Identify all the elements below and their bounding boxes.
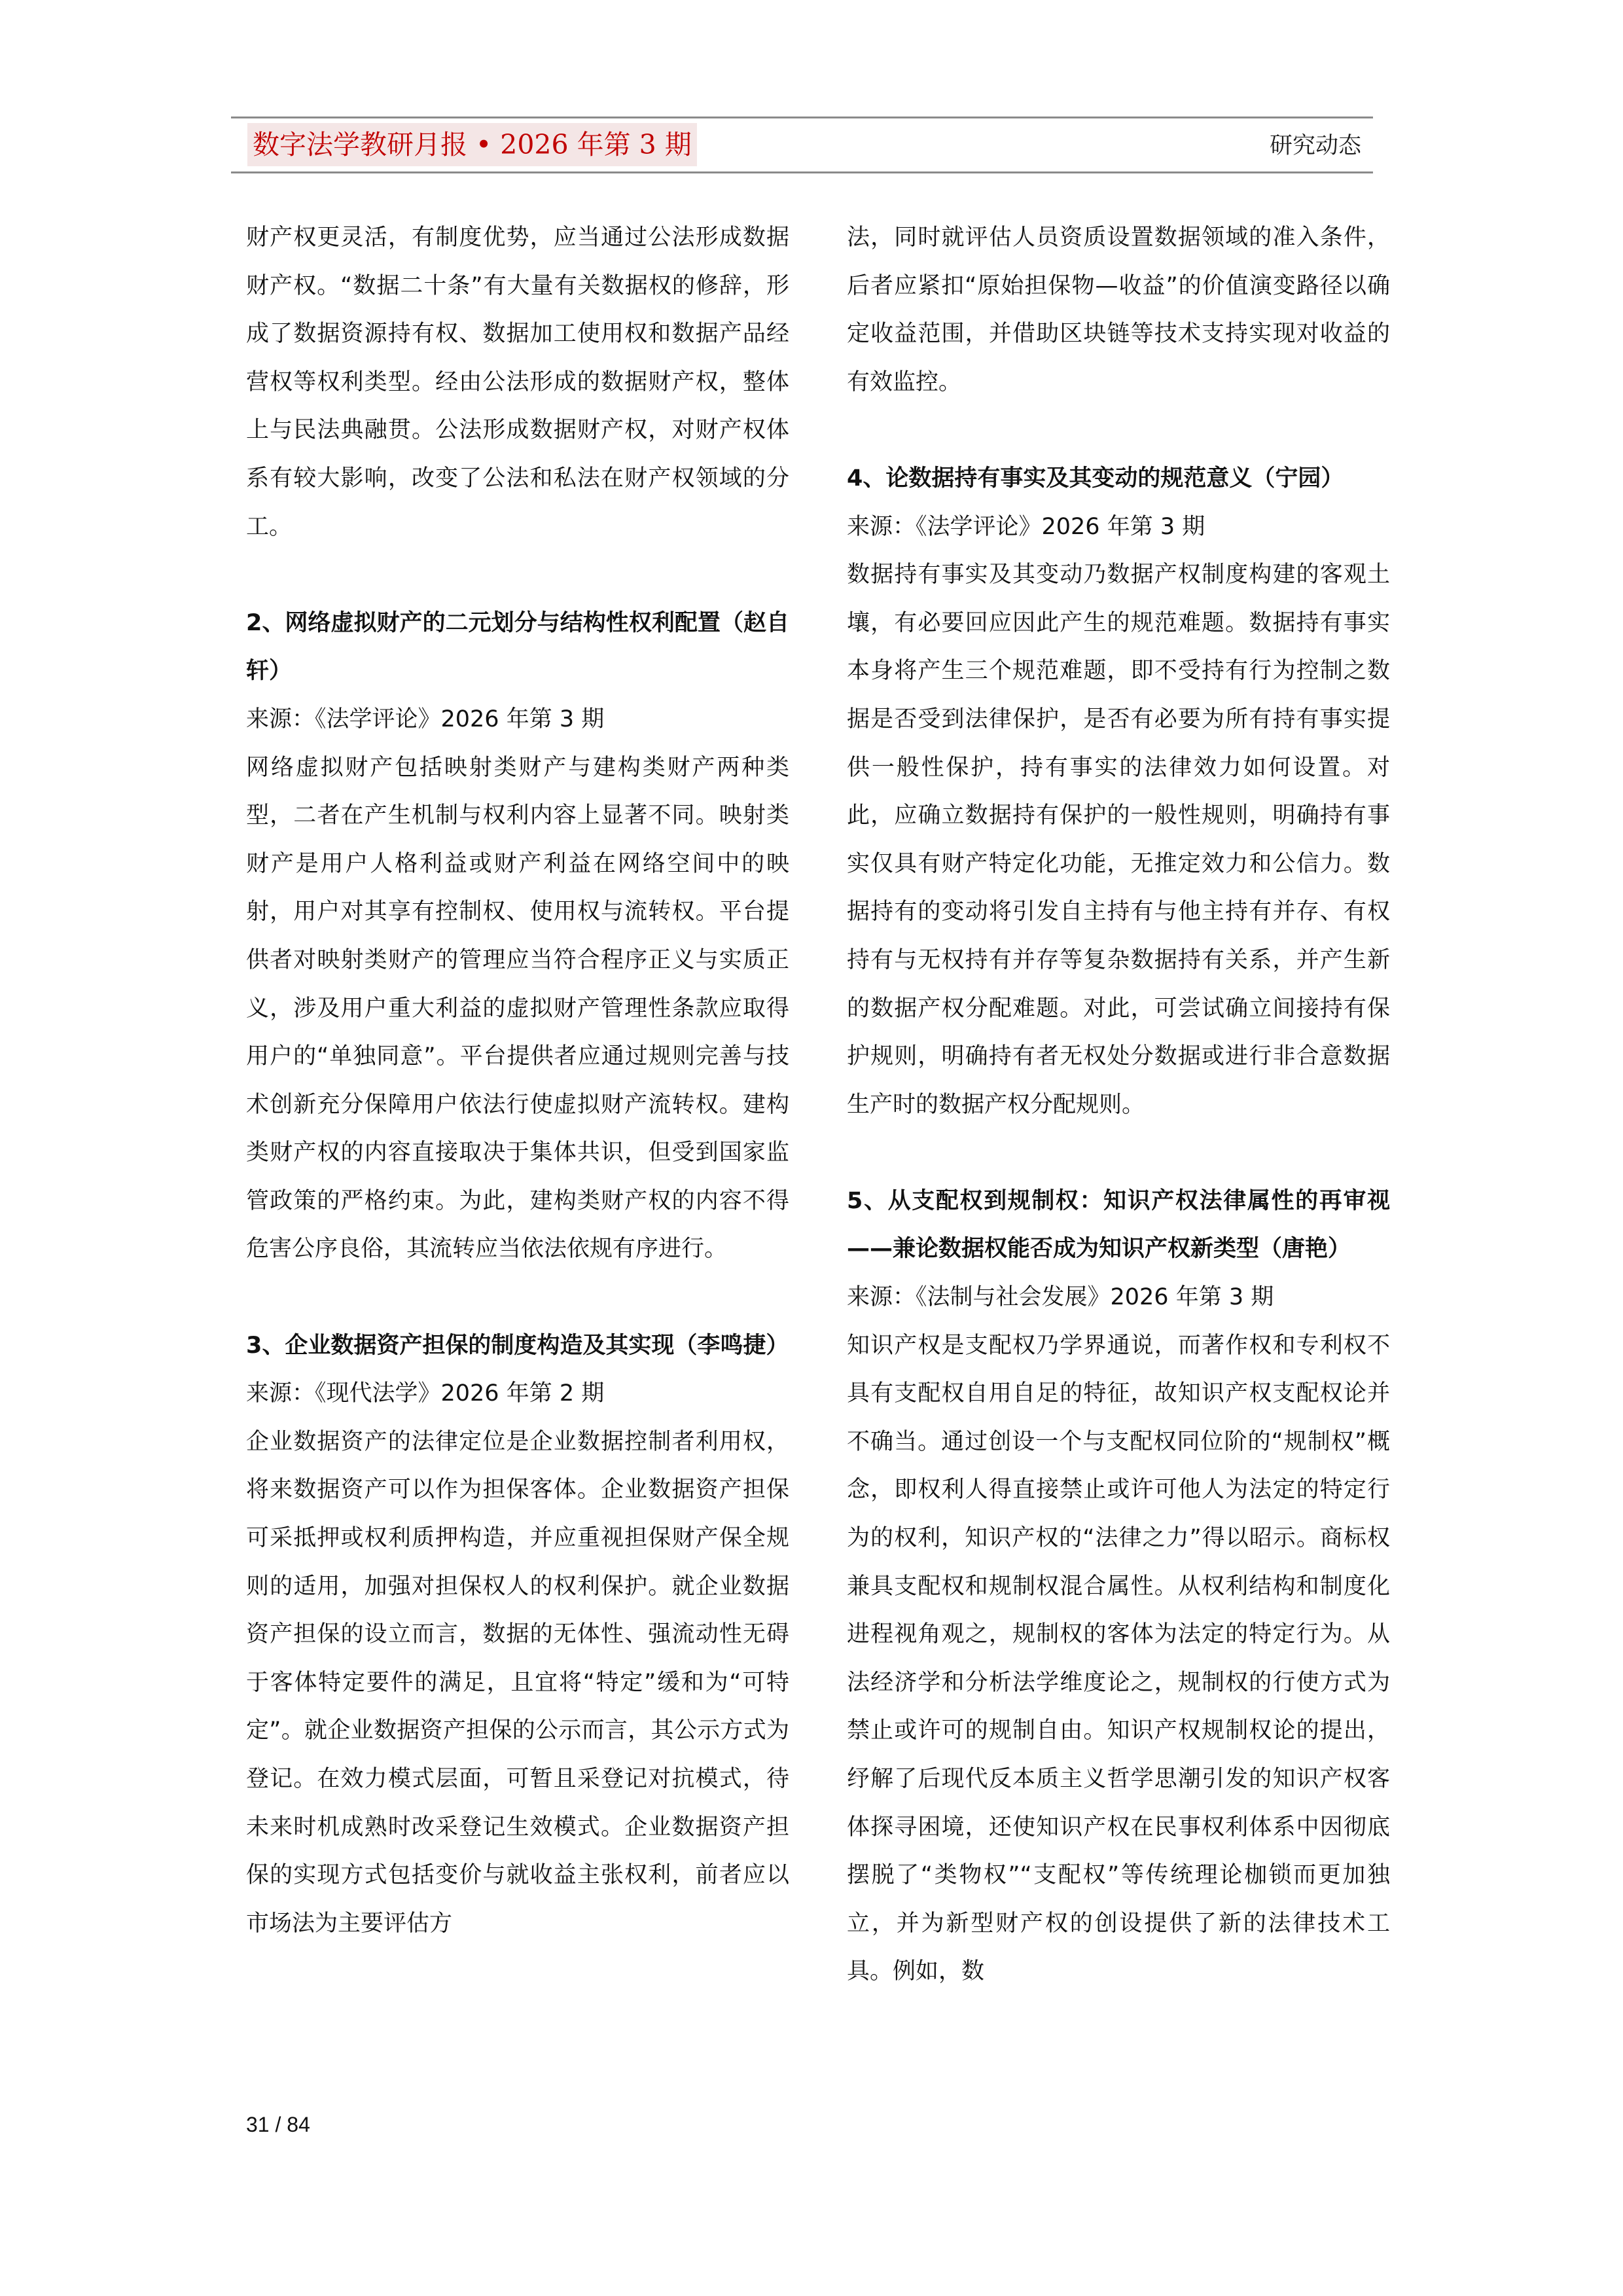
article-4-heading: 4、论数据持有事实及其变动的规范意义（宁园） (847, 465, 1344, 492)
article-2-heading: 2、网络虚拟财产的二元划分与结构性权利配置（赵自轩） (246, 609, 789, 685)
continued-paragraph: 法，同时就评估人员资质设置数据领域的准入条件，后者应紧扣“原始担保物—收益”的价值演变路径以确定收益范围，并借助区块链等技术支持实现对收益的有效监控。 (847, 224, 1390, 395)
section-label: 研究动态 (1269, 133, 1361, 159)
section-spacer (246, 1274, 789, 1322)
article-2-source: 来源：《法学评论》2026 年第 3 期 (246, 706, 605, 732)
journal-header-title: 数字法学教研月报 • 2026 年第 3 期 (247, 123, 697, 166)
section-spacer (847, 1129, 1390, 1177)
article-2-body: 网络虚拟财产包括映射类财产与建构类财产两种类型，二者在产生机制与权利内容上显著不同。映射类财产是用户人格利益或财产利益在网络空间中的映射，用户对其享有控制权、使用权与流转权。平台提供者对映射类财产的管理应当符合程序正义与实质正义，涉及用户重大利益的虚拟财产管理性条款应取得用户的“单独同意”。平台提供者应通过规则完善与技术创新充分保障用户依法行使虚拟财产流转权。建构类财产权的内容直接取决于集体共识，但受到国家监管政策的严格约束。为此，建构类财产权的内容不得危害公序良俗，其流转应当依法依规有序进行。 (246, 754, 789, 1263)
article-3-heading: 3、企业数据资产担保的制度构造及其实现（李鸣捷） (246, 1332, 789, 1359)
header-top-rule (231, 117, 1373, 118)
article-5-heading: 5、从支配权到规制权：知识产权法律属性的再审视——兼论数据权能否成为知识产权新类型（唐艳） (847, 1187, 1390, 1263)
article-4-source: 来源：《法学评论》2026 年第 3 期 (847, 513, 1205, 540)
header-bottom-rule (231, 171, 1373, 173)
article-3-body: 企业数据资产的法律定位是企业数据控制者利用权，将来数据资产可以作为担保客体。企业数据资产担保可采抵押或权利质押构造，并应重视担保财产保全规则的适用，加强对担保权人的权利保护。就企业数据资产担保的设立而言，数据的无体性、强流动性无碍于客体特定要件的满足，且宜将“特定”缓和为“可特定”。就企业数据资产担保的公示而言，其公示方式为登记。在效力模式层面，可暂且采登记对抗模式，待未来时机成熟时改采登记生效模式。企业数据资产担保的实现方式包括变价与就收益主张权利，前者应以市场法为主要评估方 (246, 1428, 789, 1937)
left-column (246, 214, 789, 1948)
section-spacer (847, 406, 1390, 455)
article-3-source: 来源：《现代法学》2026 年第 2 期 (246, 1380, 605, 1407)
article-4-body: 数据持有事实及其变动乃数据产权制度构建的客观土壤，有必要回应因此产生的规范难题。数据持有事实本身将产生三个规范难题，即不受持有行为控制之数据是否受到法律保护，是否有必要为所有持有事实提供一般性保护，持有事实的法律效力如何设置。对此，应确立数据持有保护的一般性规则，明确持有事实仅具有财产特定化功能，无推定效力和公信力。数据持有的变动将引发自主持有与他主持有并存、有权持有与无权持有并存等复杂数据持有关系，并产生新的数据产权分配难题。对此，可尝试确立间接持有保护规则，明确持有者无权处分数据或进行非合意数据生产时的数据产权分配规则。 (847, 562, 1390, 1118)
article-5-source: 来源：《法制与社会发展》2026 年第 3 期 (847, 1284, 1274, 1311)
continued-paragraph: 财产权更灵活，有制度优势，应当通过公法形成数据财产权。“数据二十条”有大量有关数据权的修辞，形成了数据资源持有权、数据加工使用权和数据产品经营权等权利类型。经由公法形成的数据财产权，整体上与民法典融贯。公法形成数据财产权，对财产权体系有较大影响，改变了公法和私法在财产权领域的分工。 (246, 224, 789, 540)
right-column (847, 214, 1390, 1996)
article-5-body: 知识产权是支配权乃学界通说，而著作权和专利权不具有支配权自用自足的特征，故知识产权支配权论并不确当。通过创设一个与支配权同位阶的“规制权”概念，即权利人得直接禁止或许可他人为法定的特定行为的权利，知识产权的“法律之力”得以昭示。商标权兼具支配权和规制权混合属性。从权利结构和制度化进程视角观之，规制权的客体为法定的特定行为。从法经济学和分析法学维度论之，规制权的行使方式为禁止或许可的规制自由。知识产权规制权论的提出，纾解了后现代反本质主义哲学思潮引发的知识产权客体探寻困境，还使知识产权在民事权利体系中因彻底摆脱了“类物权”“支配权”等传统理论枷锁而更加独立，并为新型财产权的创设提供了新的法律技术工具。例如，数 (847, 1332, 1390, 1985)
section-spacer (246, 551, 789, 600)
page-number: 31 / 84 (246, 2113, 310, 2136)
